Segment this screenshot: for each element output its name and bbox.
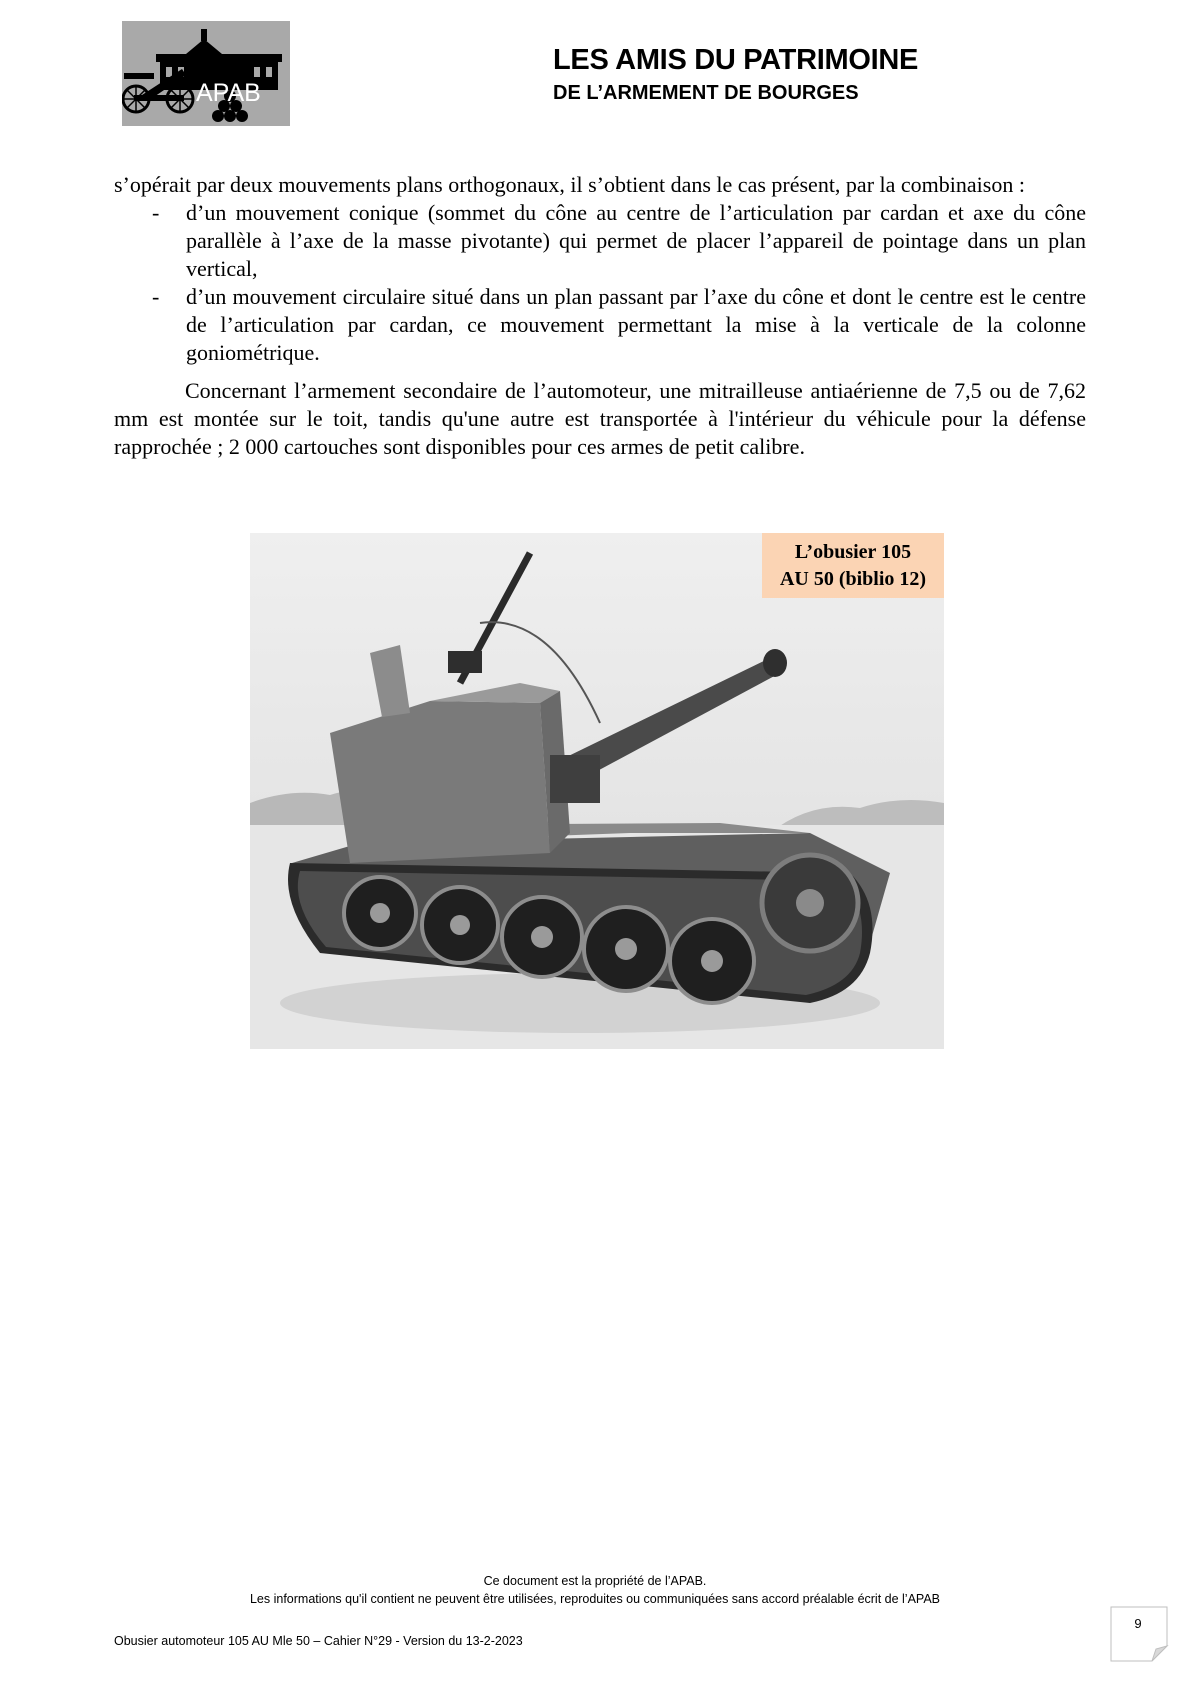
footer-doc-reference: Obusier automoteur 105 AU Mle 50 – Cahier N°29 - Version du 13-2-2023 (114, 1634, 523, 1648)
page-subtitle: DE L’ARMEMENT DE BOURGES (553, 82, 859, 104)
footer-disclaimer: Les informations qu'il contient ne peuvent être utilisées, reproduites ou communiquées sans accord préalable écrit de l’APAB (249, 1592, 941, 1606)
apab-logo (122, 21, 290, 126)
logo-text: APAB (196, 79, 261, 107)
caption-line: L’obusier 105 (794, 541, 912, 563)
list-item-text: d’un mouvement conique (sommet du cône au centre de l’articulation par cardan et axe du cône parallèle à l’axe de la masse pivotante) qui permet de placer l’appareil de pointage dans un plan vertical, (186, 200, 1086, 281)
page-number-box (1110, 1606, 1170, 1662)
bullet-list (114, 199, 1086, 367)
list-item (114, 199, 1086, 283)
body-text (114, 171, 1086, 461)
footer-ownership: Ce document est la propriété de l’APAB. (483, 1574, 707, 1588)
bullet-marker: - (152, 284, 160, 309)
folded-page-icon (1110, 1606, 1170, 1662)
caption-line: AU 50 (biblio 12) (779, 568, 927, 590)
figure-caption (762, 533, 944, 598)
page-title: LES AMIS DU PATRIMOINE (553, 44, 919, 76)
bullet-marker: - (152, 200, 160, 225)
self-propelled-howitzer-image (250, 533, 944, 1049)
list-item-text: d’un mouvement circulaire situé dans un plan passant par l’axe du cône et dont le centre est le centre de l’articulation par cardan, ce mouvement permettant la mise à la verticale de la colonne goniométrique. (186, 284, 1086, 365)
paragraph-secondary-armament: Concernant l’armement secondaire de l’automoteur, une mitrailleuse antiaérienne de 7,5 ou de 7,62 mm est montée sur le toit, tandis qu'une autre est transportée à l'intérieur du véhicule pour la défense rapprochée ; 2 000 cartouches sont disponibles pour ces armes de petit calibre. (114, 378, 1086, 459)
list-item (114, 283, 1086, 367)
cannon-building-emblem-icon (122, 21, 290, 126)
page-number: 9 (1134, 1616, 1142, 1631)
paragraph-intro: s’opérait par deux mouvements plans orthogonaux, il s’obtient dans le cas présent, par la combinaison : (114, 172, 1025, 197)
howitzer-photo (250, 533, 944, 1049)
